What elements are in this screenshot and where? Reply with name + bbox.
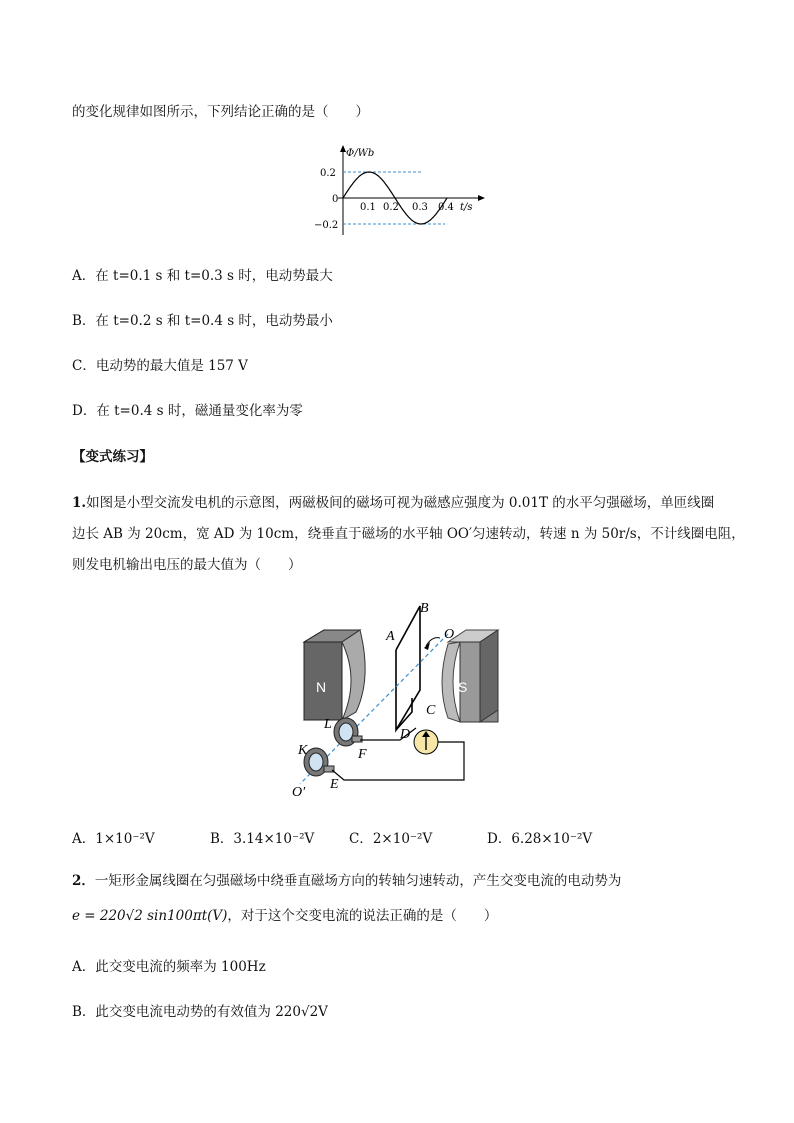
option-a: A．在 t=0.1 s 和 t=0.3 s 时，电动势最大 [72,268,333,284]
coil [396,606,420,730]
label-f: F [358,747,367,762]
x-axis-label: t/s [460,202,473,213]
n-label: N [316,679,327,695]
q2-option-b: B．此交变电流电动势的有效值为 220√2V [72,1004,328,1020]
intro-line: 的变化规律如图所示，下列结论正确的是（ ） [72,104,369,120]
q2-number: 2． [72,873,95,889]
label-d: D [400,727,411,742]
x-tick-0.4: 0.4 [438,202,454,213]
section-title: 【变式练习】 [72,449,153,465]
q2-formula: e = 220√2 sin100πt(V) [72,908,228,924]
generator-diagram [280,594,520,802]
x-tick-0.2: 0.2 [383,202,399,213]
label-o-prime: O′ [292,785,306,800]
label-a: A [386,629,395,644]
x-tick-0.3: 0.3 [412,202,428,213]
q2-text-1: 一矩形金属线圈在匀强磁场中绕垂直磁场方向的转轴匀速转动，产生交变电流的电动势为 [94,873,622,889]
q1-text-1: 如图是小型交流发电机的示意图，两磁极间的磁场可视为磁感应强度为 0.01T 的水平匀强磁场，单匝线圈 [86,495,715,511]
option-c: C．电动势的最大值是 157 V [72,358,248,374]
label-o: O [444,627,455,642]
label-k: K [298,743,308,758]
q1-option-c: C．2×10⁻²V [349,831,433,847]
label-b: B [420,601,429,616]
flux-time-graph [310,140,500,240]
y-tick-neg0.2: −0.2 [314,220,339,231]
label-l: L [324,717,332,732]
q1-line1 [72,494,714,512]
q2-text-2: ，对于这个交变电流的说法正确的是（ ） [227,908,498,924]
q1-line2: 边长 AB 为 20cm，宽 AD 为 10cm，绕垂直于磁场的水平轴 OO′匀速转动，转速 n 为 50r/s，不计线圈电阻， [72,526,745,542]
q1-number: 1. [72,495,87,511]
q1-line3: 则发电机输出电压的最大值为（ ） [72,557,302,573]
option-d: D．在 t=0.4 s 时，磁通量变化率为零 [72,403,303,419]
x-tick-0.1: 0.1 [360,202,376,213]
q2-line1 [72,872,621,890]
q1-option-a: A．1×10⁻²V [72,831,155,847]
label-e: E [330,777,339,792]
y-tick-0.2: 0.2 [320,168,336,179]
q1-option-b: B．3.14×10⁻²V [210,831,315,847]
y-axis-label: Φ/Wb [346,148,375,159]
q2-option-a: A．此交变电流的频率为 100Hz [72,959,266,975]
label-c: C [426,703,436,718]
option-b: B．在 t=0.2 s 和 t=0.4 s 时，电动势最小 [72,313,333,329]
y-tick-0: 0 [332,194,339,205]
q2-line2 [72,907,497,925]
q1-option-d: D．6.28×10⁻²V [487,831,593,847]
s-label: S [458,679,468,695]
